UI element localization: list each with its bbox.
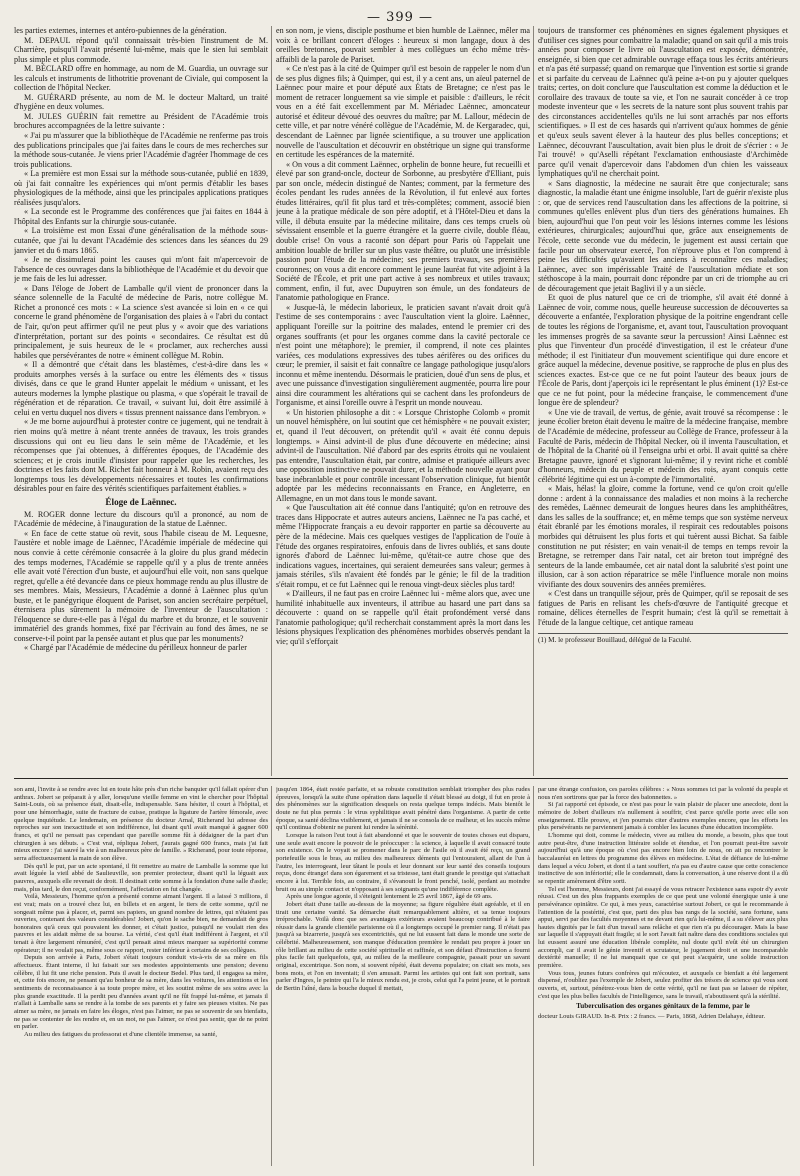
book-notice-heading: Tuberculisation des organes génitaux de la femme, par le: [576, 1002, 750, 1011]
paragraph: Vous tous, jeunes futurs confrères qui m'écoutez, et auxquels ce bienfait a été largement dispensé, n'oubliez pas l'exemple de Jobert, seulez profiter des trésors de science qui vous sont ouverts, et, surtout, pénétrez-vous bien de cette vérité, qu'il ne faut pas se laisser de répéter, c'est que les plus belles facultés de l'intelligence, sans le travail, n'aboutissent qu'à la stérilité.: [538, 969, 788, 1000]
paragraph: Lorsque la raison l'eut tout à fait abandonné et que le souvenir de toutes choses eut disparu, une seule avait encore le pouvoir de le préoccuper : la science, à laquelle il avait consacré toute son existence. On le voyait se promener dans le parc de l'asile où il avait été reçu, un grand portefeuille sous le bras, au milieu des malheureux déments qui l'entouraient, allant de l'un à l'autre, les interrogeant, leur tâtant le pouls et leur donnant sur leur santé des conseils toujours reçus, donc étrange! dans son égarement et sa tristesse, tant était grande le prestige qui s'attachait encore à lui. Terrible fois, au contraire, il s'évanouit le front penché, isolé, perdant au moindre bruit ou au simple contact et n'opposant à ses soignants qu'une indifférence complète.: [276, 831, 530, 893]
paragraph: « Un historien philosophe a dit : « Lorsque Christophe Colomb « promit un nouvel hémisphère, on lui soutint que cet hémisphère « ne pouvait exister; et, quand il l'eut découvert, on prétendit qu'il « avait été connu depuis longtemps. » Ainsi advint-il de plus d'une découverte en médecine; ainsi advint-il de l'auscultation. Nié d'abord par des esprits étroits qui ne voulaient pas entendre, l'auscultation était, par contre, admise et pratiquée ailleurs avec une opposition instinctive ne pouvait durer, et la méthode nouvelle ayant pour base inébranlable et pour contrôle incessant l'observation clinique, fut bientôt adoptée par les médecins reconnaissants en France, en Angleterre, en Allemagne, en un mot dans tous le monde savant.: [276, 407, 530, 503]
column-divider: [533, 26, 534, 776]
paragraph: Et quoi de plus naturel que ce cri de triomphe, s'il avait été donné à Laënnec de voir, comme nous, quelle heureuse succession de découvertes sa découverte a enfantée, l'exploration physique de la poitrine engendrant celle de toutes les régions de l'organisme, et, avant tout, l'auscultation provoquant les immenses progrès de sa savante sœur la percussion! Ainsi Laënnec est plus que l'inventeur d'un procédé d'investigation, il est le créateur d'une méthode; il est l'initiateur d'un mouvement scientifique qui dure encore et grâce auquel la médecine, devenue positive, se rapproche de plus en plus des sciences exactes. Est-ce que ce ne fut point l'auteur des beaux jours de l'École de Paris, dont j'aperçois ici le représentant le plus éminent (1)? Est-ce que ce ne fut point, pour la médecine française, le commencement d'une longue ère de splendeur?: [538, 293, 788, 408]
footnote: (1) M. le professeur Bouillaud, délégué de la Faculté.: [538, 633, 788, 645]
paragraph: « En face de cette statue où revit, sous l'habile ciseau de M. Lequesne, l'austère et noble image de Laënnec, l'Académie impériale de médecine qui nous convie à cette cérémonie consacrée à la gloire du plus grand médecin des temps modernes, l'Académie se rappelle qu'il y a plus de trente années elle avait voté l'érection d'un buste, et aujourd'hui elle voit, non sans quelque regret, qu'elle a été devancée dans ce pieux hommage rendu au plus illustre de ses membres. Mais, Messieurs, l'Académie a donné à Laënnec plus qu'un buste, et le panégyrique éloquent de Pariset, son ancien secrétaire perpétuel, éternisera plus sûrement la mémoire de l'inventeur de l'auscultation : l'éloquence se dure-t-elle pas à l'égal du marbre et du bronze, et le souvenir immatériel des grands hommes, fixé par l'écrivain au fond des âmes, ne se conserve-t-il point par la pensée autant et plus que par les monuments?: [14, 528, 268, 643]
paragraph: « La seconde est le Programme des conférences que j'ai faites en 1844 à l'hôpital des Enfants sur la chirurgie sous-cutanée.: [14, 207, 268, 226]
paragraph: « Je me borne aujourd'hui à protester contre ce jugement, qui ne tendrait à rien moins qu'à mettre à néant trente années de travaux, les trois grandes discussions qui ont eu lieu dans le sein même de l'Académie, et les récompenses que j'ai obtenues, à différentes époques, de l'Académie des sciences; et je crois inutile d'insister pour rappeler que les recherches, les doctrines et les faits dont M. Richet fait honneur à M. Robin, avaient reçu des longtemps tous les développements nécessaires et toutes les confirmations désirables pour en faire des vérités scientifiques parfaitement établies. »: [14, 417, 268, 494]
paragraph: Tel est l'homme, Messieurs, dont j'ai essayé de vous retracer l'existence sans espoir d'y avoir réussi. C'est un des plus frappants exemples de ce que peut une volonté énergique unie à une persévérance opiniâtre. Ce qui, à mes yeux, caractérise surtout Jobert, ce qui le recommande à l'attention de la postérité, c'est que, parti des plus bas rangs de la société, sans fortune, sans appui, servi par des facultés moyennes et ne devant rien qu'à lui-même, il a su s'élever aux plus hautes dignités par le fait d'un travail sans relâche et que rien n'a pu décourager. Mais la base sur laquelle il s'appuyait était fragile; si le sort l'avait fait naître dans des conditions sociales qui lui eussent assuré une éducation libérale complète, nul doute qu'il n'eût été un chirurgien accompli, car il avait le génie inventif et scrutateur, le jugement droit et une incomparable dextérité manuelle; il ne lui manquait que ce qui peut s'acquérir, une solide instruction première.: [538, 885, 788, 970]
section-separator-rule: [14, 778, 788, 779]
paragraph: Voilà, Messieurs, l'homme qu'on a présenté comme aimant l'argent. Il a laissé 3 millions, il est vrai; mais on a trouvé chez lui, en billets et en argent, le tiers de cette somme, qu'il ne songeait même pas à placer, et, parmi ses papiers, un grand nombre de lettres, qui n'étaient pas ouvertes, contenant des valeurs considérables! Jobert, qu'on le sache bien, ne demandait de gros honoraires qu'à ceux qui pouvaient les donner, et c'était justice, puisqu'il ne voulait rien des pauvres et les aidait même de sa bourse. La vérité, c'est qu'il était indifférent à l'argent, et s'il tenait à être largement rémunéré, c'est qu'il pensait ainsi mieux marquer sa supériorité comme opérateur; il ne voulait pas, même sous ce rapport, rester inférieur à certains de ses collègues.: [14, 893, 268, 954]
paragraph: « Que l'auscultation ait été connue dans l'antiquité; qu'on en retrouve des traces dans Hippocrate et autres auteurs anciens, Laënnec ne l'a pas caché, et même l'Hippocrate français a eu devoir rapporter en partie sa découverte au père de la médecine. Mais ces quelques vestiges de l'application de l'ouïe à l'étude des organes respiratoires, enfouis dans de livres oubliés, et sans doute ignorés d'abord de Laënnec lui-même, qu'était-ce autre chose que des indications vagues, incertaines, qui seraient demeurées sans valeur; germes à jamais stériles, s'ils n'avaient été fondés par le génie; le fil de la tradition s'était rompu, et ce fut Laënnec qui le renoua vingt-deux siècles plus tard!: [276, 503, 530, 589]
paragraph: Depuis son arrivée à Paris, Jobert s'était toujours conduit vis-à-vis de sa mère en fils affectueux. Étant interne, il lui faisait sur ses modestes appointements une pension; devenu célèbre, il lui fit une riche pension. Puis il avait le docteur Bedel. Plus tard, il engagea sa mère, et, cette fois encore, ne pensant qu'au bonheur de sa mère, dans les voitures, les attentions et les sentiments de reconnaissance à sa toute propre mère, et les soutint même de ses soins avec la plus grande exactitude. Il la perdit peu d'années avant qu'il ne fût frappé lui-même, et jamais il n'allait à Lamballe sans se rendre à la tombe de ses parents et y faire ses pieuses visites. Ne pas aimer sa mère, ne jamais en faire les éloges, n'est pas l'aimer, ne pas se souvenir de ses bienfaits, ne pas se contenter de les rendre et, en un mot, ne pas l'aimer, ce n'est pas sentir, que de ne point en parler.: [14, 954, 268, 1031]
paragraph: Si j'ai rapporté cet épisode, ce n'est pas pour le vain plaisir de placer une anecdote, dont la mémoire de Jobert d'ailleurs n'a nullement à souffrir, c'est parce qu'elle porte avec elle son enseignement. Elle prouve, et j'en pourrais citer d'autres exemples encore, que les efforts les plus persévérants ne parviennent jamais à combler les lacunes d'une éducation incomplète.: [538, 801, 788, 832]
page-number: — 399 —: [366, 10, 434, 25]
paragraph: « La troisième est mon Essai d'une généralisation de la méthode sous-cutanée, que j'ai lu devant l'Académie des sciences dans les séances du 29 janvier et du 6 mars 1865.: [14, 226, 268, 255]
paragraph: Au milieu des fatigues du professorat et d'une clientèle immense, sa santé,: [24, 1031, 218, 1038]
paragraph: « Dans l'éloge de Jobert de Lamballe qu'il vient de prononcer dans la séance solennelle de la Faculté de médecine de Paris, notre collègue M. Richet a prononcé ces mots : « La science s'est avancée si loin en « ce qui concerne le grand phénomène de l'organisation des plaies à « l'abri du contact de l'air, qu'on peut affirmer qu'il ne peut plus y « avoir que des variations d'interprétation, portant sur des points « secondaires. Ce résultat est dû principalement, je suis heureux de le « proclamer, aux recherches aussi habiles que persévérantes de notre « éminent collègue M. Robin.: [14, 283, 268, 360]
paragraph: M. GUÉRARD présente, au nom de M. le docteur Maltard, un traité d'hygiène en deux volumes.: [14, 92, 268, 112]
lower-column-3: [538, 786, 788, 1166]
paragraph: « La première est mon Essai sur la méthode sous-cutanée, publié en 1839, où j'ai fait connaître les expériences qui m'ont permis d'établir les bases physiologiques de la méthode, ainsi que les principales applications pratiques réalisées jusqu'alors.: [14, 169, 268, 207]
paragraph: Dès qu'il le put, par un acte spontané, il fit remettre au maire de Lamballe la somme que lui avait léguée la vieil abbé de Saulieuville, son premier protecteur, disant qu'il la léguait aux pauvres, auxquels elle revenait de droit. Il destinait cette somme à la fondation d'une salle d'asile; mais, plus tard, le don reçut, conformément, l'affectation en fut changée.: [14, 862, 268, 893]
paragraph: « D'ailleurs, il ne faut pas en croire Laënnec lui - même alors que, avec une humilité inhabituelle aux inventeurs, il attribue au hasard une part dans sa découverte : quand on se rappelle qu'il était profondément versé dans l'anatomie pathologique; qu'il recherchait constamment après la mort dans les lésions physiques l'explication des phénomènes morbides observés pendant la vie; qu'il s'efforçait: [276, 589, 530, 646]
paragraph: « Chargé par l'Académie de médecine du périlleux honneur de parler: [24, 643, 247, 653]
paragraph: Après une longue agonie, il s'éteignit lentement le 25 avril 1867, âgé de 69 ans.: [286, 893, 493, 901]
column-divider: [271, 786, 272, 1166]
column-divider: [271, 26, 272, 776]
paragraph: les parties externes, internes et antéro-pubiennes de la génération.: [14, 26, 227, 35]
paragraph: Jobert était d'une taille au-dessus de la moyenne; sa figure régulière était agréable, et il en tirait une certaine vanité. Sa démarche était remarquablement altière, et sa tenue toujours irréprochable. Voilà donc que ses avantages extérieurs avaient beaucoup contribué à le faire réussir dans la grande clientèle parisienne où il a longtemps occupé le premier rang. Il n'était pas jusqu'à sa bizarrerie, jusqu'à ses excentricités, qui ne lui eussent fait dans le monde une sorte de célébrité. Malheureusement, son manque d'éducation première le rendait peu propre à jouer un rôle brillant au milieu de cette société spirituelle et raffinée, et son défaut d'instruction a fourni plus facile fait quelquefois, qui, au milieu de la meilleure compagnie, passait pour un savant original, excentrique. Son nom, si souvent répété, était devenu populaire; on citait ses mots, ses bons mots, et l'on en inventait; il s'en amusait. Parmi les artistes qui ont fait son portrait, sans parler d'Ingres, le peintre qui l'a le mieux rendu est, je crois, celui qui l'a peint jeune, et le portrait de Bertin l'aîné, dans la bouche duquel il mettait,: [276, 900, 530, 993]
paragraph: « Jusque-là, le médecin laborieux, le praticien savant n'avait droit qu'à l'estime de ses contemporains : avec l'auscultation vient la gloire. Laënnec, appliquant l'oreille sur la poitrine des malades, entend le premier cri des organes souffrants (et pour les organes comme dans la cavité pectorale ce n'est point une métaphore); le premier, il comprend, il note ces plaintes variées, ces modulations expressives des tubes aérifères ou des orifices du cœur; le premier, il saisit et fait connaître ce langage pathologique jusqu'alors inconnu et même inentendu. Désormais le praticien, doué d'un sens de plus, et avec une puissance d'investigation singulièrement augmentée, pourra lire pour ainsi dire couramment les altérations qui se cachent dans les profondeurs de l'organisme, et ainsi l'oreille ouvre à l'esprit un monde nouveau.: [276, 302, 530, 408]
lower-column-2: [276, 786, 530, 1166]
paragraph: en son nom, je viens, disciple posthume et bien humble de Laënnec, mêler ma voix à ce brillant concert d'éloges : heureux si mon langage, doux à des oreilles bretonnes, pouvait sembler à mes collègues un écho même très-affaibli de la parole de Pariset.: [276, 26, 530, 64]
paragraph: « Une vie de travail, de vertus, de génie, avait trouvé sa récompense : le jeune écolier breton était devenu le maître de la médecine française, membre de l'Académie de médecine, professeur au Collège de France, professeur à la Faculté de Paris, médecin de l'hôpital Necker, où il inventa l'auscultation, et de l'hôpital de la Charité où il l'enseigna urbi et orbi. Il avait quitté sa chère Bretagne pauvre, ignoré et s'ignorant lui-même; il y revint riche et comblé d'honneurs, médecin du peuple et médecin des rois, ayant conquis cette célébrité légitime qui est un à-compte de l'immortalité.: [538, 407, 788, 484]
paragraph: « J'ai pu m'assurer que la bibliothèque de l'Académie ne renferme pas trois des publications principales que j'ai faites dans le cours de mes recherches sur la méthode sous-cutanée. Je viens prier l'Académie d'agréer l'hommage de ces trois publications.: [14, 131, 268, 169]
paragraph: par une étrange confusion, ces paroles célèbres : « Nous sommes ici par la volonté du peuple et nous n'en sortirons que par la force des baïonnettes. »: [538, 786, 788, 801]
paragraph: « Il a démontré que c'était dans les blastèmes, c'est-à-dire dans les « produits amorphes versés à la surface ou entre les éléments des « tissus divisés, dans ce que le grand Hunter appelait le médium « unissant, et les auteurs modernes la lymphe plastique ou plasma, « que s'opérait le travail de régénération et de réparation. Ce travail, « suivant lui, doit être assimilé à celui en vertu duquel nos divers « tissus prennent naissance dans l'embryon. »: [14, 360, 268, 417]
paragraph: docteur Louis GIRAUD. In-8. Prix : 2 francs. — Paris, 1868, Adrien Delahaye, éditeur.: [538, 1012, 766, 1020]
paragraph: « On vous a dit comment Laënnec, orphelin de bonne heure, fut recueilli et élevé par son grand-oncle, docteur de Sorbonne, au presbytère d'Elliant, puis par son oncle, médecin distingué de Nantes; comment, par la fermeture des écoles pendant les rudes années de la Révolution, il fut enlevé aux fortes études littéraires, qu'il fit plus tard et très-complètes; comment, associé bien jeune à la pratique médicale de son père adoptif, et à l'Hôtel-Dieu et dans la ville, il débuta ensuite par la médecine militaire, dans ces temps cruels où sévissaient ensemble et la guerre étrangère et la guerre civile, double fléau, double crise! On vous a raconté son départ pour Paris où l'appelait une ambition louable de briller sur un plus vaste théâtre, ou plutôt une irrésistible passion pour l'étude de la médecine; ses premiers travaux, ses premières couronnes; on vous a dit encore comment le jeune lauréat fut vite adjoint à la Société de l'École, et prit une part active à ses nombreux et utiles travaux; comment, enfin, il fut, avec Dupuytren son émule, un des fondateurs de l'anatomie pathologique en France.: [276, 159, 530, 303]
paragraph: « Sans diagnostic, la médecine ne saurait être que conjecturale; sans diagnostic, la maladie étant une énigme insoluble, l'art de guérir n'existe plus : or, que de services rend l'auscultation dans les affections de la poitrine, si communes qu'elles enlèvent plus d'un tiers des générations humaines. Eh bien, aujourd'hui que l'on peut voir les lésions internes comme les lésions extérieures, chirurgicales; aujourd'hui que, grâce aux enseignements de l'école, cette seconde vue du médecin, le jugement est aussi certain que facile pour un observateur exercé, l'on n'éprouve plus et l'on comprend à peine les difficultés qu'avaient les anciens à reconnaître ces maladies; Laënnec, avec son impérissable Traité de l'auscultation médiate et son stéthoscope à la main, pourrait donc répondre par un cri de triomphe au cri de découragement que jetait Baglivi il y a un siècle.: [538, 178, 788, 293]
upper-column-2: [276, 26, 530, 776]
paragraph: M. JULES GUÉRIN fait remettre au Président de l'Académie trois brochures accompagnées de la lettre suivante :: [14, 111, 268, 131]
paragraph: jusqu'en 1864, était restée parfaite, et sa robuste constitution semblait triompher des plus rudes épreuves, lorsqu'à la suite d'une opération dans laquelle il s'était blessé au doigt, il fut en proie à des phénomènes sur la signification desquels on resta quelque temps indécis. Mais bientôt le doute ne fut plus permis : le virus syphilitique avait pénétré dans l'organisme. A partir de cette époque, sa santé déclina visiblement, et jamais il ne se consola de ce malheur, et les succès même qu'il continua d'obtenir ne purent lui rendre la sérénité.: [276, 786, 530, 832]
upper-column-1: [14, 26, 268, 776]
paragraph: M. ROGER donne lecture du discours qu'il a prononcé, au nom de l'Académie de médecine, à l'inauguration de la statue de Laënnec.: [14, 509, 268, 529]
paragraph: L'homme qui doit, comme le médecin, vivre au milieu du monde, a besoin, plus que tout autre peut-être, d'une instruction littéraire solide et étendue, et l'on pourrait peut-être savoir aujourd'hui qu'à une époque où c'est pas encore bien loin de nous, on ait pu rencontrer le baccalauréat en lettres du programme des élèves en médecine. L'état de défiance de lui-même dans lequel a vécu Jobert, et dont il a tant souffert, n'a pas eu d'autre cause que cette conscience instinctive de son infériorité; elle le condamnait, dans la conversation, à une réserve dont il a dû se repentir amèrement d'être sorti.: [538, 831, 788, 885]
paragraph: « C'est dans un tranquille séjour, près de Quimper, qu'il se reposait de ses fatigues de Paris en relisant les chefs-d'œuvre de l'antiquité grecque et romaine, délices éternelles de l'esprit humain; c'est là qu'il se remettait à l'étude de la langue celtique, cet antique rameau: [538, 589, 788, 627]
upper-column-3: [538, 26, 788, 776]
paragraph: M. BÉCLARD offre en hommage, au nom de M. Guardia, un ouvrage sur les calculs et instruments de lithotritie provenant de Civiale, qui composent la collection de l'hôpital Necker.: [14, 64, 268, 93]
paragraph: son ami, l'invite à se rendre avec lui en toute hâte près d'un riche banquier qu'il fallait opérer d'un anthrax. Jobert se préparait à y aller, lorsqu'une vieille femme en vint le chercher pour l'hôpital Saint-Louis, où sa présence était, disait-elle, indispensable. Sans hésiter, il court à l'hôpital, et pour une hémorrhagie, suite de fracture de cuisse, pratique la ligature de l'artère fémorale, avec quelque inquiétude. Le lendemain, en présence du docteur Arnal, Richerand lui adresse des reproches sur son inexactitude et son indifférence, lui disant qu'il avait manqué à gagner 600 francs, et qu'il ne pensait pas cependant que pareille somme fût à dédaigner de la part d'un chirurgien à ses débuts. « C'est vrai, répliqua Jobert, j'aurais gagné 600 francs, mais j'ai fait mieux encore : j'ai sauvé la vie à un malheureux père de famille. » Richerand, pour toute réponse, serra affectueusement la main de son élève.: [14, 786, 268, 862]
paragraph: toujours de transformer ces phénomènes en signes également physiques et d'utiliser ces signes pour combattre la maladie; quand on sait qu'il a mis trois années pour composer le livre où l'auscultation est exposée, démontrée, enseignée, si bien que cet admirable ouvrage effaça tous les écrits antérieurs et n'a pas été surpassé; quand on remarque que l'invention est sortie si grande et si parfaite du cerveau de Laënnec qu'à peine a-t-on pu y ajouter quelques traits; certes, on doit conclure que l'auscultation est comme la déduction et le corollaire des travaux de toute sa vie, et l'on ne saurait concéder à ce trop modeste inventeur que « les secrets de la nature sont plus souvent trahis par des circonstances accidentelles qu'ils ne lui sont arrachés par nos efforts scientifiques. » Il est de ces hasards qui n'arrivent qu'aux hommes de génie et qu'eux seuls savent élever à la hauteur des plus belles conceptions; et Laënnec, découvrant l'auscultation, avait bien plus le droit de s'écrier : « Je l'ai trouvé! » qu'Aselli répétant l'exclamation enthousiaste d'Archimède parce qu'il venait d'apercevoir dans l'abdomen d'un chien les vaisseaux lymphatiques qu'il ne cherchait point.: [538, 26, 788, 179]
column-divider: [533, 786, 534, 1166]
paragraph: « Mais, hélas! la gloire, comme la fortune, vend ce qu'on croit qu'elle donne : ardent à la connaissance des maladies et non moins à la recherche des remèdes, Laënnec demeurait de longues heures dans les amphithéâtres, dans les salles de la souffrance; et, en même temps que son système nerveux était ébranlé par les émotions morales, il respirait ces redoutables poisons morbides qui détruisent les plus forts et qui tuèrent aussi Bichat. Sa faible constitution ne put résister; en vain venait-il de temps en temps revoir la Bretagne, se retremper dans l'air natal, cet air breton tout imprégné des senteurs de la lande embaumée, cet air natal dont la salubrité s'est point une illusion, car à son action réparatrice se mêle l'influence morale non moins vivifiante des doux souvenirs des années premières.: [538, 484, 788, 589]
paragraph: M. DEPAUL répond qu'il connaissait très-bien l'instrument de M. Charrière, puisqu'il l'avait présenté lui-même, mais que le sien lui semblait plus simple et plus commode.: [14, 35, 268, 64]
paragraph: « Ce n'est pas à la cité de Quimper qu'il est besoin de rappeler le nom d'un de ses plus dignes fils; à Quimper, qui est, il y a cent ans, un aïeul paternel de Laënnec pour maire et pour député aux États de Bretagne; ce n'est pas le moment de retracer longuement sa vie simple et paisible : d'ailleurs, le récit vous en a été fait excellemment par M. Mériadec Laënnec, amoncateur autorisé et éditeur dévoué des oeuvres du maître; par M. Lallour, médecin de cette ville, et par notre vénéré collègue de l'Académie, M. de Kergaradec, qui, descendant de Laënnec par lignée scientifique, a su trouver une application nouvelle de l'auscultation et découvrir en obstétrique un signe qui transforme en certitude les espérances de la maternité.: [276, 64, 530, 160]
lower-column-1: [14, 786, 268, 1166]
section-heading: Éloge de Laënnec.: [105, 496, 177, 507]
paragraph: « Je ne dissimulerai point les causes qui m'ont fait m'apercevoir de l'absence de ces ouvrages dans la bibliothèque de l'Académie et du devoir que je me fais de les lui adresser.: [14, 255, 268, 284]
